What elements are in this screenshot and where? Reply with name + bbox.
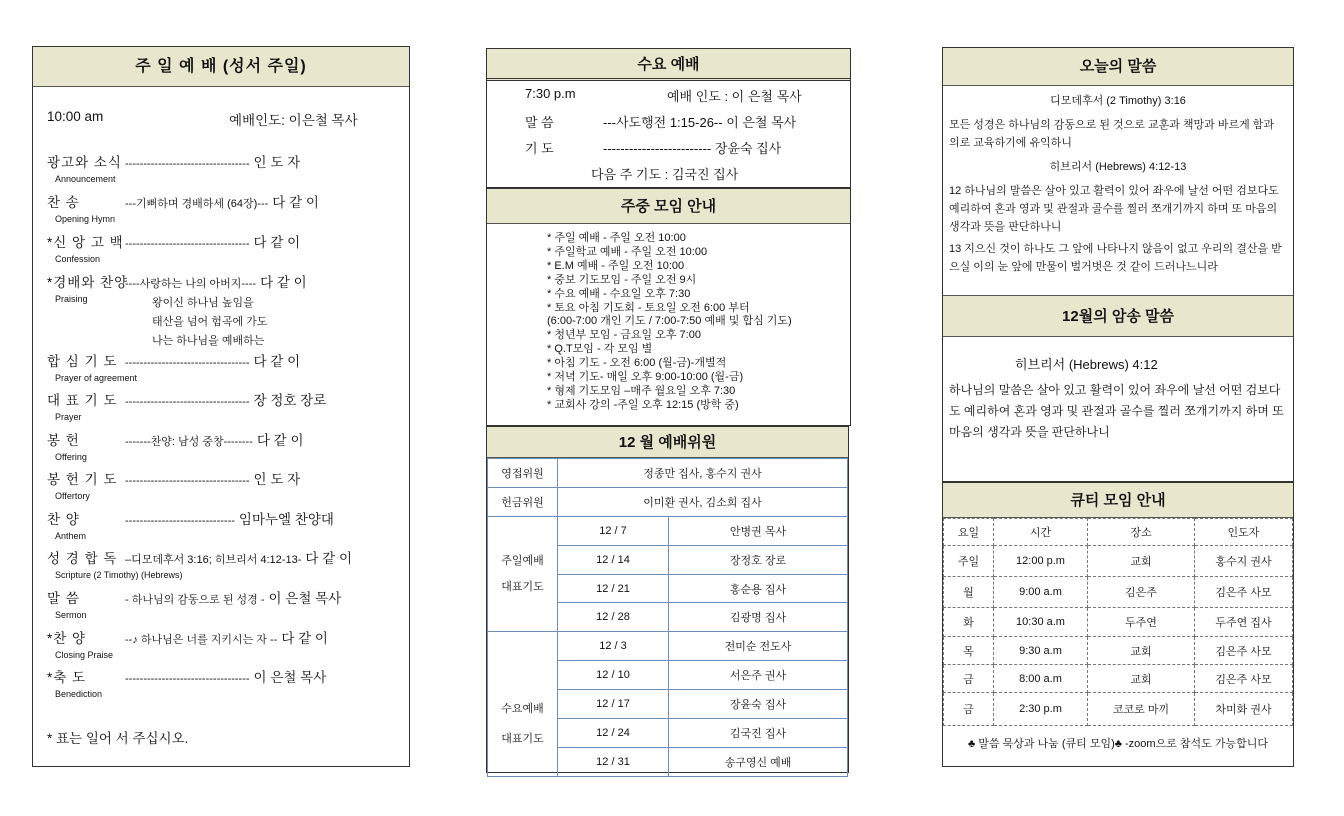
worship-item (47, 231, 300, 264)
wednesday-time: 7:30 p.m (525, 86, 576, 101)
worship-item (47, 389, 326, 422)
worship-item-detail: ---------------------------------- (125, 475, 250, 487)
qt-note: ♣ 말씀 묵상과 나눔 (큐티 모임)♣ -zoom으로 참석도 가능합니다 (968, 738, 1268, 750)
sunday-service-title: 주 일 예 배 (성서 주일) (33, 47, 409, 87)
wednesday-prayer-label-2: 대표기도 (501, 733, 544, 746)
qt-header-leader: 인도자 (1195, 519, 1293, 546)
table-row (944, 608, 1293, 637)
worship-item-detail: ----사랑하는 나의 아버지---- (125, 278, 257, 290)
qt-place-cell: 김은주 (1088, 577, 1195, 608)
worship-item-line (47, 429, 304, 449)
gathering-item: * 청년부 모임 - 금요일 오후 7:00 (547, 329, 701, 342)
qt-title: 큐티 모임 안내 (943, 482, 1293, 518)
praising-song-line: 태산을 넘어 험곡에 가도 (152, 316, 268, 328)
qt-leader-cell: 김은주 사모 (1195, 637, 1293, 665)
qt-leader-cell: 김은주 사모 (1195, 665, 1293, 693)
worship-item-person: 이 은철 목사 (268, 591, 342, 606)
word-ref-1: 디모데후서 (2 Timothy) 3:16 (1050, 95, 1186, 107)
qt-header-day: 요일 (944, 519, 994, 546)
worship-item-line (47, 468, 300, 488)
qt-time-cell: 9:00 a.m (994, 577, 1088, 608)
worship-item-english: Praising (55, 294, 88, 304)
sunday-service-panel (32, 46, 410, 767)
worship-item-detail: - 하나님의 감동으로 된 성경 - (125, 594, 265, 606)
worship-item (47, 587, 341, 620)
worship-item (47, 350, 300, 383)
worship-item-english: Offertory (55, 491, 90, 501)
qt-header-place: 장소 (1088, 519, 1195, 546)
qt-day-cell: 금 (944, 665, 994, 693)
gathering-item: * Q.T모임 - 각 모임 별 (547, 343, 653, 356)
worship-item-detail: ------------------------------ (125, 515, 235, 527)
gathering-item: * 주일학교 예배 - 주일 오전 10:00 (547, 245, 708, 258)
word-text-3: 13 지으신 것이 하나도 그 앞에 나타나지 않음이 없고 우리의 결산을 받으실 이의 눈 앞에 만물이 벌거벗은 것 같이 드러나느니라 (949, 243, 1282, 273)
wednesday-prayer-label: 기 도 (525, 141, 554, 156)
wednesday-prayer: ------------------------- 장윤숙 집사 (603, 141, 782, 156)
worship-item-english: Prayer of agreement (55, 373, 138, 383)
worship-item-name: *찬 양 (47, 631, 87, 646)
worship-item-person: 이 은철 목사 (253, 670, 327, 685)
worship-item (47, 547, 352, 580)
worship-item-person: 인 도 자 (253, 472, 301, 487)
committee-table (487, 458, 848, 777)
worship-item-english: Scripture (2 Timothy) (Hebrews) (55, 570, 183, 580)
qt-day-cell: 월 (944, 577, 994, 608)
date-cell: 12 / 3 (558, 632, 669, 661)
date-cell: 12 / 28 (558, 603, 669, 632)
worship-item (47, 508, 334, 541)
qt-leader-cell: 홍수지 권사 (1195, 546, 1293, 577)
worship-item-person: 장 정호 장로 (253, 393, 327, 408)
qt-leader-cell: 차미화 권사 (1195, 693, 1293, 726)
name-cell: 장정호 장로 (669, 545, 848, 574)
worship-committee-panel (486, 426, 849, 773)
table-row (488, 487, 848, 516)
date-cell: 12 / 31 (558, 747, 669, 776)
worship-item-detail: –디모데후서 3:16; 히브리서 4:12-13- (125, 554, 302, 566)
todays-word-panel (942, 47, 1294, 482)
worship-item-english: Confession (55, 254, 101, 264)
date-cell: 12 / 17 (558, 690, 669, 719)
qt-table (943, 518, 1293, 726)
worship-item-name: 대 표 기 도 (47, 393, 118, 408)
qt-place-cell: 두주연 (1088, 608, 1195, 637)
qt-place-cell: 교회 (1088, 665, 1195, 693)
worship-item-line (47, 587, 341, 607)
worship-item-english: Benediction (55, 689, 103, 699)
worship-item (47, 666, 326, 699)
offering-names: 이미환 권사, 김소희 집사 (558, 487, 848, 516)
qt-leader-cell: 두주연 집사 (1195, 608, 1293, 637)
worship-item-name: *경배와 찬양 (47, 275, 129, 290)
worship-item (47, 627, 328, 660)
name-cell: 전미순 전도사 (669, 632, 848, 661)
date-cell: 12 / 14 (558, 545, 669, 574)
worship-item-english: Closing Praise (55, 650, 114, 660)
worship-item (47, 468, 300, 501)
worship-item-english: Sermon (55, 610, 87, 620)
memory-verse-title: 12월의 암송 말씀 (943, 295, 1293, 337)
worship-item-detail: -------찬양: 남성 중창-------- (125, 436, 253, 448)
worship-item-line (47, 191, 319, 211)
qt-day-cell: 주일 (944, 546, 994, 577)
table-row (944, 519, 1293, 546)
weekly-gatherings-panel (486, 188, 851, 426)
table-row (488, 516, 848, 545)
wednesday-service-panel (486, 48, 851, 188)
name-cell: 김국진 집사 (669, 719, 848, 748)
qt-leader-cell: 김은주 사모 (1195, 577, 1293, 608)
standing-note: * 표는 일어 서 주십시오. (47, 731, 189, 746)
qt-place-cell: 코코로 마끼 (1088, 693, 1195, 726)
sunday-prayer-label-1: 주일예배 (501, 555, 544, 568)
worship-item-person: 인 도 자 (253, 155, 301, 170)
worship-item (47, 429, 304, 462)
worship-item-name: 합 심 기 도 (47, 354, 118, 369)
table-row (944, 693, 1293, 726)
wednesday-leader: 예배 인도 : 이 은철 목사 (667, 89, 802, 104)
table-row (944, 577, 1293, 608)
worship-item-english: Opening Hymn (55, 214, 116, 224)
gathering-item: (6:00-7:00 개인 기도 / 7:00-7:50 예배 및 합심 기도) (547, 315, 792, 328)
wednesday-prayer-label-1: 수요예배 (501, 703, 544, 716)
table-row (944, 637, 1293, 665)
worship-item-detail: --♪ 하나님은 너를 지키시는 자 -- (125, 634, 278, 646)
gathering-item: * 저녁 기도- 매일 오후 9:00-10:00 (월-금) (547, 371, 744, 383)
worship-item-detail: ---------------------------------- (125, 673, 250, 685)
worship-item-name: 광고와 소식 (47, 155, 122, 170)
worship-item-person: 다 같 이 (260, 275, 307, 290)
qt-time-cell: 12:00 p.m (994, 546, 1088, 577)
qt-place-cell: 교회 (1088, 546, 1195, 577)
worship-item-line (47, 627, 328, 647)
table-row (488, 459, 848, 488)
name-cell: 장윤숙 집사 (669, 690, 848, 719)
worship-item-english: Offering (55, 452, 87, 462)
worship-item-person: 다 같 이 (272, 195, 319, 210)
gathering-item: * 주일 예배 - 주일 오전 10:00 (547, 232, 686, 244)
worship-item-line (47, 666, 326, 686)
gathering-item: * 중보 기도모임 - 주일 오전 9시 (547, 273, 697, 286)
memory-verse-ref: 히브리서 (Hebrews) 4:12 (1015, 357, 1158, 372)
greeters-label: 영접위원 (488, 459, 558, 488)
worship-item-name: *신 앙 고 백 (47, 235, 124, 250)
qt-time-cell: 2:30 p.m (994, 693, 1088, 726)
greeters-names: 정종만 집사, 홍수지 권사 (558, 459, 848, 488)
wednesday-prayer-label-cell (488, 632, 558, 776)
word-ref-2: 히브리서 (Hebrews) 4:12-13 (1049, 161, 1187, 173)
name-cell: 서은주 권사 (669, 661, 848, 690)
worship-item-english: Anthem (55, 531, 87, 541)
worship-item-line (47, 151, 300, 171)
next-prayer: 다음 주 기도 : 김국진 집사 (591, 167, 739, 182)
qt-header-time: 시간 (994, 519, 1088, 546)
worship-item (47, 191, 319, 224)
sunday-prayer-label (488, 516, 558, 632)
gathering-item: * 토요 아침 기도회 - 토요일 오전 6:00 부터 (547, 301, 750, 314)
worship-item-name: 성 경 합 독 (47, 551, 118, 566)
worship-item (47, 151, 300, 184)
offering-label: 헌금위원 (488, 487, 558, 516)
sunday-time: 10:00 am (47, 109, 104, 124)
name-cell: 송구영신 예배 (669, 747, 848, 776)
worship-item-name: 말 씀 (47, 591, 80, 606)
committee-title: 12 월 예배위원 (487, 426, 848, 458)
worship-item-person: 다 같 이 (253, 354, 301, 369)
qt-day-cell: 화 (944, 608, 994, 637)
worship-item-person: 다 같 이 (256, 433, 304, 448)
worship-item-person: 다 같 이 (305, 551, 352, 566)
memory-verse-text: 하나님의 말씀은 살아 있고 활력이 있어 좌우에 날선 어떤 검보다도 예리하여 혼과 영과 및 관절과 골수를 찔러 쪼개기까지 하며 또 마음의 생각과 뜻을 판단하나니 (949, 383, 1284, 439)
worship-item-line (47, 231, 300, 251)
wednesday-sermon: ---사도행전 1:15-26-- 이 은철 목사 (603, 115, 797, 130)
worship-item-person: 다 같 이 (281, 631, 328, 646)
word-text-1: 모든 성경은 하나님의 감동으로 된 것으로 교훈과 책망과 바르게 함과 의로 교육하기에 유익하니 (949, 119, 1275, 149)
name-cell: 홍순용 집사 (669, 574, 848, 603)
todays-word-title: 오늘의 말씀 (943, 48, 1293, 86)
worship-item-english: Announcement (55, 174, 116, 184)
table-row (944, 546, 1293, 577)
gathering-item: * 형제 기도모임 –매주 월요일 오후 7:30 (547, 384, 736, 397)
worship-item-detail: ---------------------------------- (125, 396, 250, 408)
worship-item-name: *축 도 (47, 670, 87, 685)
qt-time-cell: 10:30 a.m (994, 608, 1088, 637)
gathering-item: * 아침 기도 - 오전 6:00 (월-금)-개별적 (547, 357, 727, 370)
date-cell: 12 / 21 (558, 574, 669, 603)
worship-item-detail: ---------------------------------- (125, 158, 250, 170)
table-row (488, 632, 848, 661)
wednesday-title: 수요 예배 (487, 49, 850, 81)
table-row (944, 665, 1293, 693)
worship-item-line (47, 508, 334, 528)
name-cell: 김광명 집사 (669, 603, 848, 632)
worship-item-person: 임마누엘 찬양대 (238, 512, 334, 527)
qt-place-cell: 교회 (1088, 637, 1195, 665)
word-text-2: 12 하나님의 말씀은 살아 있고 활력이 있어 좌우에 날선 어떤 검보다도 예리하여 혼과 영과 및 관절과 골수를 찔러 쪼개기까지 하며 또 마음의 생각과 뜻을 판단하나니 (949, 185, 1279, 233)
sunday-prayer-label-2: 대표기도 (501, 581, 544, 594)
worship-item-detail: ---------------------------------- (125, 357, 250, 369)
praising-song-line: 나는 하나님을 예배하는 (152, 335, 265, 347)
qt-day-cell: 목 (944, 637, 994, 665)
gathering-item: * 교회사 강의 -주일 오후 12:15 (방학 중) (547, 398, 739, 411)
date-cell: 12 / 7 (558, 516, 669, 545)
qt-day-cell: 금 (944, 693, 994, 726)
qt-panel (942, 482, 1294, 767)
worship-item-line (47, 271, 307, 291)
worship-item-english: Prayer (55, 412, 82, 422)
gatherings-title: 주중 모임 안내 (487, 188, 850, 224)
gathering-item: * E.M 예배 - 주일 오전 10:00 (547, 259, 685, 272)
worship-item-detail: ---기뻐하며 경배하세 (64장)--- (125, 198, 269, 210)
qt-time-cell: 8:00 a.m (994, 665, 1088, 693)
worship-item-name: 봉 헌 (47, 433, 80, 448)
wednesday-sermon-label: 말 씀 (525, 115, 554, 130)
date-cell: 12 / 10 (558, 661, 669, 690)
worship-item-name: 봉 헌 기 도 (47, 472, 118, 487)
date-cell: 12 / 24 (558, 719, 669, 748)
sunday-leader: 예배인도: 이은철 목사 (229, 113, 358, 128)
worship-item-person: 다 같 이 (253, 235, 301, 250)
qt-time-cell: 9:30 a.m (994, 637, 1088, 665)
name-cell: 안병권 목사 (669, 516, 848, 545)
worship-item-line (47, 350, 300, 370)
worship-item-detail: ---------------------------------- (125, 238, 250, 250)
worship-item-line (47, 389, 326, 409)
worship-item-line (47, 547, 352, 567)
praising-song-line: 왕이신 하나님 높임을 (152, 297, 254, 309)
gathering-item: * 수요 예배 - 수요일 오후 7:30 (547, 287, 691, 300)
worship-item-name: 찬 송 (47, 195, 80, 210)
worship-item-name: 찬 양 (47, 512, 80, 527)
